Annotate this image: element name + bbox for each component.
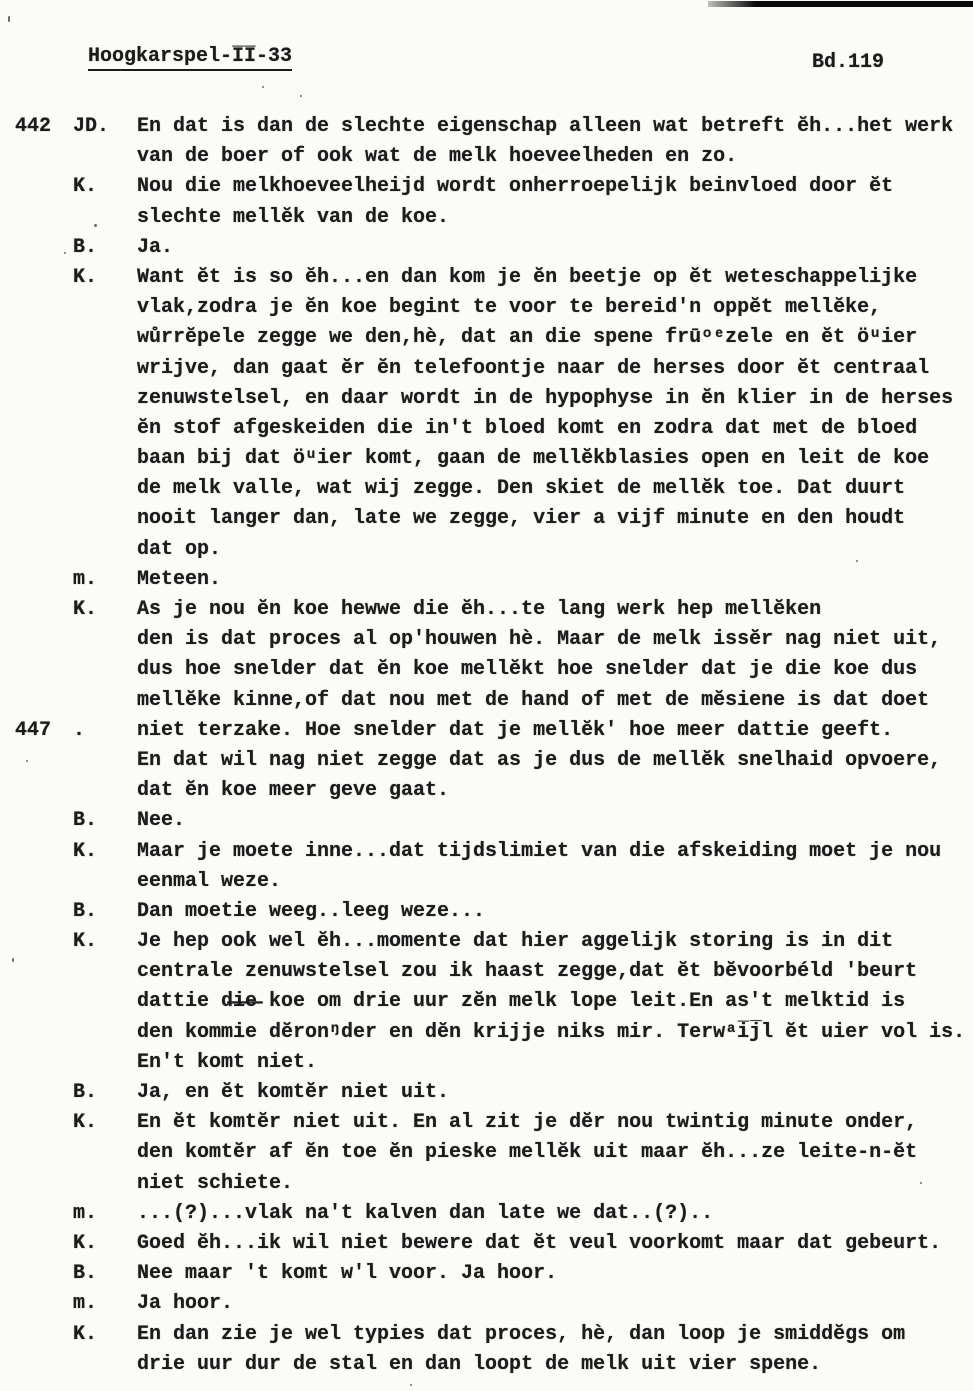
line-number bbox=[0, 1138, 73, 1168]
speaker-label bbox=[73, 535, 137, 565]
speaker-label bbox=[73, 293, 137, 323]
transcript-line bbox=[0, 1289, 973, 1319]
line-number bbox=[0, 1169, 73, 1199]
transcript-line bbox=[0, 897, 973, 927]
line-text: slechte mellĕk van de koe. bbox=[137, 205, 450, 229]
speaker-label bbox=[73, 987, 137, 1017]
transcript-line bbox=[0, 263, 973, 293]
line-number bbox=[0, 1289, 73, 1319]
line-number bbox=[0, 565, 73, 595]
line-number bbox=[0, 897, 73, 927]
transcript-line bbox=[0, 806, 973, 836]
line-number bbox=[0, 867, 73, 897]
line-number bbox=[0, 686, 73, 716]
line-text: wrijve, dan gaat ĕr ĕn telefoontje naar de herses door ĕt centraal bbox=[137, 356, 930, 380]
speaker-label: K. bbox=[73, 265, 98, 289]
line-number bbox=[0, 625, 73, 655]
line-text: En ĕt komtĕr niet uit. En al zit je dĕr nou twintig minute onder, bbox=[137, 1111, 918, 1135]
line-number bbox=[0, 444, 73, 474]
line-number bbox=[0, 384, 73, 414]
speaker-label bbox=[73, 504, 137, 534]
speaker-label bbox=[73, 474, 137, 504]
line-text: Want ĕt is so ĕh...en dan kom je ĕn beetje op ĕt weteschappelijke bbox=[137, 265, 918, 289]
transcript-line bbox=[0, 625, 973, 655]
line-text: dus hoe snelder dat ĕn koe mellĕkt hoe snelder dat je die koe dus bbox=[137, 658, 918, 682]
speaker-label: m. bbox=[73, 1201, 98, 1225]
line-number bbox=[0, 414, 73, 444]
transcript-line bbox=[0, 354, 973, 384]
line-number bbox=[0, 203, 73, 233]
transcript-line bbox=[0, 565, 973, 595]
line-text: mellĕke kinne,of dat nou met de hand of met de mĕsiene is dat doet bbox=[137, 688, 930, 712]
line-number bbox=[0, 746, 73, 776]
speaker-label bbox=[73, 444, 137, 474]
line-number bbox=[0, 172, 73, 202]
transcript-line bbox=[0, 686, 973, 716]
line-text: Goed ĕh...ik wil niet bewere dat ĕt veul voorkomt maar dat gebeurt. bbox=[137, 1231, 942, 1255]
transcript-line bbox=[0, 1018, 973, 1048]
speaker-label bbox=[73, 1018, 137, 1048]
line-text: Meteen. bbox=[137, 567, 222, 591]
line-text: Nee maar 't komt w'l voor. Ja hoor. bbox=[137, 1262, 558, 1286]
line-text: ...(?)...vlak na't kalven dan late we dat..(?).. bbox=[137, 1201, 714, 1225]
line-number bbox=[0, 837, 73, 867]
transcript-line bbox=[0, 1108, 973, 1138]
transcript-line bbox=[0, 1199, 973, 1229]
speaker-label bbox=[73, 746, 137, 776]
transcript-line bbox=[0, 1078, 973, 1108]
paper-speck bbox=[8, 16, 10, 22]
line-text: dat ĕn koe meer geve gaat. bbox=[137, 779, 450, 803]
speaker-label: K. bbox=[73, 839, 98, 863]
speaker-label: K. bbox=[73, 1322, 98, 1346]
line-number bbox=[0, 504, 73, 534]
speaker-label bbox=[73, 957, 137, 987]
speaker-label bbox=[73, 414, 137, 444]
paper-speck bbox=[856, 560, 858, 562]
speaker-label bbox=[73, 384, 137, 414]
line-text: den is dat proces al op'houwen hè. Maar de melk issĕr nag niet uit, bbox=[137, 628, 942, 652]
line-number: 442 bbox=[15, 115, 52, 138]
line-text: En dat wil nag niet zegge dat as je dus de mellĕk snelhaid opvoere, bbox=[137, 748, 942, 772]
line-text: Ja, en ĕt komtĕr niet uit. bbox=[137, 1081, 450, 1104]
line-number bbox=[0, 655, 73, 685]
speaker-label: K. bbox=[73, 1111, 98, 1135]
line-number bbox=[0, 535, 73, 565]
line-text: ĕn stof afgeskeiden die in't bloed komt en zodra dat met de bloed bbox=[137, 416, 918, 440]
line-number bbox=[0, 293, 73, 323]
line-text: centrale zenuwstelsel zou ik haast zegge,dat ĕt bĕvoorbéld 'beurt bbox=[137, 960, 918, 984]
line-text: zenuwstelsel, en daar wordt in de hypophyse in ĕn klier in de herses bbox=[137, 386, 954, 410]
transcript-line bbox=[0, 655, 973, 685]
transcript-line bbox=[0, 1169, 973, 1199]
speaker-label bbox=[73, 323, 137, 353]
page-title: Hoogkarspel-I̅I̅-33 bbox=[88, 45, 292, 71]
transcript-line bbox=[0, 203, 973, 233]
transcript-line bbox=[0, 323, 973, 353]
line-number bbox=[0, 1320, 73, 1350]
transcript-line bbox=[0, 384, 973, 414]
line-number bbox=[0, 323, 73, 353]
line-text: eenmal weze. bbox=[137, 869, 282, 893]
line-number bbox=[0, 1229, 73, 1259]
speaker-label: B. bbox=[73, 1262, 98, 1286]
line-number bbox=[0, 1350, 73, 1380]
transcript-line bbox=[0, 867, 973, 897]
line-text: Je hep ook wel ĕh...momente dat hier aggelijk storing is in dit bbox=[137, 930, 894, 954]
transcript-line bbox=[0, 716, 973, 746]
paper-speck bbox=[262, 86, 264, 88]
speaker-label: m. bbox=[73, 567, 98, 591]
line-text: En dan zie je wel typies dat proces, hè, dan loop je smiddĕgs om bbox=[137, 1322, 906, 1346]
line-text: dat op. bbox=[137, 537, 222, 561]
transcript-line bbox=[0, 1048, 973, 1078]
line-number bbox=[0, 1048, 73, 1078]
speaker-label bbox=[73, 686, 137, 716]
paper-speck bbox=[26, 760, 28, 762]
paper-speck bbox=[410, 1384, 412, 1386]
speaker-label bbox=[73, 1350, 137, 1380]
line-number: 447 bbox=[15, 718, 52, 742]
transcript-line bbox=[0, 1138, 973, 1168]
line-number bbox=[0, 263, 73, 293]
transcript-line bbox=[0, 112, 973, 142]
transcript-line bbox=[0, 595, 973, 625]
speaker-label: K. bbox=[73, 930, 98, 954]
line-text: nooit langer dan, late we zegge, vier a vijf minute en den houdt bbox=[137, 507, 906, 531]
speaker-label bbox=[73, 867, 137, 897]
transcript-line bbox=[0, 504, 973, 534]
line-text: de melk valle, wat wij zegge. Den skiet de mellĕk toe. Dat duurt bbox=[137, 477, 906, 501]
transcript-line bbox=[0, 444, 973, 474]
transcript-line bbox=[0, 293, 973, 323]
paper-speck bbox=[64, 252, 66, 254]
line-number bbox=[0, 474, 73, 504]
transcript-line bbox=[0, 957, 973, 987]
line-text: drie uur dur de stal en dan loopt de melk uit vier spene. bbox=[137, 1352, 822, 1376]
line-number bbox=[0, 927, 73, 957]
speaker-label: K. bbox=[73, 598, 98, 621]
line-number bbox=[0, 957, 73, 987]
line-text: niet schiete. bbox=[137, 1171, 294, 1195]
transcript bbox=[0, 112, 973, 1380]
speaker-label bbox=[73, 1048, 137, 1078]
transcript-line bbox=[0, 776, 973, 806]
line-number bbox=[0, 776, 73, 806]
transcript-line bbox=[0, 1350, 973, 1380]
speaker-label: m. bbox=[73, 1292, 98, 1316]
line-text: Nou die melkhoeveelheijd wordt onherroepelijk beinvloed door ĕt bbox=[137, 175, 894, 199]
speaker-label: B. bbox=[73, 899, 98, 923]
line-text: En't komt niet. bbox=[137, 1050, 318, 1074]
volume-label: Bd.119 bbox=[812, 51, 885, 74]
speaker-label bbox=[73, 203, 137, 233]
line-text: baan bij dat öᵘier komt, gaan de mellĕkblasies open en leit de koe bbox=[137, 447, 930, 471]
speaker-label: K. bbox=[73, 1231, 98, 1255]
transcript-line bbox=[0, 535, 973, 565]
transcript-line bbox=[0, 233, 973, 263]
line-number bbox=[0, 987, 73, 1017]
line-text: Ja. bbox=[137, 235, 174, 259]
line-text: En dat is dan de slechte eigenschap alleen wat betreft ĕh...het werk bbox=[137, 115, 954, 138]
speaker-label: JD. bbox=[73, 115, 110, 138]
line-text: Maar je moete inne...dat tijdslimiet van die afskeiding moet je nou bbox=[137, 839, 942, 863]
speaker-label bbox=[73, 142, 137, 172]
line-text: vlak,zodra je ĕn koe begint te voor te bereid'n oppĕt mellĕke, bbox=[137, 296, 882, 320]
paper-speck bbox=[94, 224, 97, 227]
transcript-line bbox=[0, 1320, 973, 1350]
line-number bbox=[0, 1018, 73, 1048]
transcript-line bbox=[0, 172, 973, 202]
transcript-line bbox=[0, 142, 973, 172]
speaker-label bbox=[73, 1138, 137, 1168]
paper-speck bbox=[12, 958, 14, 962]
paper-speck bbox=[920, 1182, 922, 1184]
scan-artifact-bar bbox=[708, 1, 973, 7]
speaker-label bbox=[73, 354, 137, 384]
transcript-line bbox=[0, 927, 973, 957]
transcript-line bbox=[0, 1229, 973, 1259]
line-text: dattie d̶i̶e̶ koe om drie uur zĕn melk lope leit.En as't melktid is bbox=[137, 990, 906, 1014]
line-text: den kommie dĕronᵑder en dĕn krijje niks mir. Terwᵃi̅j̅l ĕt uier vol is. bbox=[137, 1020, 966, 1044]
transcript-line bbox=[0, 474, 973, 504]
line-text: van de boer of ook wat de melk hoeveelheden en zo. bbox=[137, 145, 738, 169]
speaker-label bbox=[73, 655, 137, 685]
line-number bbox=[0, 233, 73, 263]
speaker-label: . bbox=[73, 718, 86, 742]
line-text: As je nou ĕn koe hewwe die ĕh...te lang werk hep mellĕken bbox=[137, 598, 822, 621]
speaker-label: B. bbox=[73, 1081, 98, 1104]
line-text: den komtĕr af ĕn toe ĕn pieske mellĕk uit maar ĕh...ze leite-n-ĕt bbox=[137, 1141, 918, 1165]
paper-speck bbox=[300, 95, 302, 97]
speaker-label: K. bbox=[73, 175, 98, 199]
transcript-line bbox=[0, 837, 973, 867]
speaker-label: B. bbox=[73, 809, 98, 833]
line-text: Ja hoor. bbox=[137, 1292, 234, 1316]
transcript-line bbox=[0, 746, 973, 776]
speaker-label bbox=[73, 1169, 137, 1199]
transcript-line bbox=[0, 987, 973, 1017]
line-number bbox=[0, 1078, 73, 1108]
speaker-label bbox=[73, 625, 137, 655]
line-number bbox=[0, 595, 73, 625]
transcript-line bbox=[0, 1259, 973, 1289]
line-text: Dan moetie weeg..leeg weze... bbox=[137, 899, 486, 923]
line-number bbox=[0, 1199, 73, 1229]
transcript-line bbox=[0, 414, 973, 444]
line-number bbox=[0, 142, 73, 172]
line-text: Nee. bbox=[137, 809, 186, 833]
speaker-label: B. bbox=[73, 235, 98, 259]
line-number bbox=[0, 354, 73, 384]
line-text: niet terzake. Hoe snelder dat je mellĕk' hoe meer dattie geeft. bbox=[137, 718, 894, 742]
line-number bbox=[0, 1108, 73, 1138]
line-number bbox=[0, 806, 73, 836]
line-number bbox=[0, 1259, 73, 1289]
speaker-label bbox=[73, 776, 137, 806]
line-text: wůrrĕpele zegge we den,hè, dat an die spene frūᵒᵉzele en ĕt öᵘier bbox=[137, 326, 918, 350]
